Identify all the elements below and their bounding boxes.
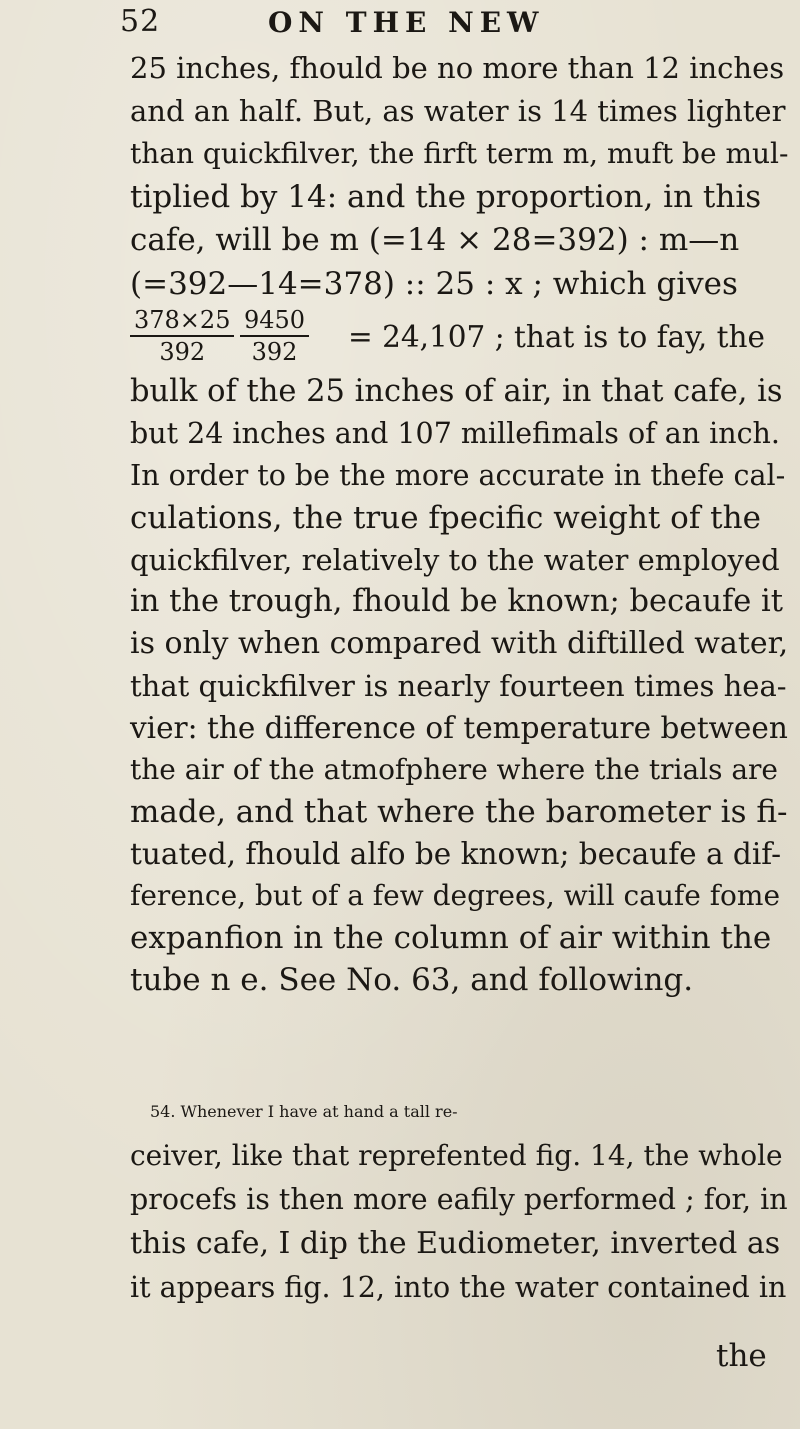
text-line: made, and that where the barometer is fi- xyxy=(130,794,788,830)
text-line: it appears fig. 12, into the water contained in xyxy=(130,1271,787,1304)
text-line: In order to be the more accurate in thefe cal- xyxy=(130,459,786,492)
text-line: this cafe, I dip the Eudiometer, inverted as xyxy=(130,1226,781,1261)
text-line: that quickfilver is nearly fourteen times hea- xyxy=(130,669,787,703)
page-number: 52 xyxy=(120,4,161,39)
text-line: quickfilver, relatively to the water employed xyxy=(130,543,780,577)
text-line: ference, but of a few degrees, will caufe fome xyxy=(130,879,781,912)
equation-row xyxy=(130,308,770,368)
running-head: ON THE NEW xyxy=(268,6,545,39)
text-line: ceiver, like that reprefented fig. 14, the whole xyxy=(130,1139,783,1172)
fraction-b-denominator: 392 xyxy=(251,338,298,366)
text-line: the air of the atmofphere where the trials are xyxy=(130,753,779,786)
text-line: in the trough, fhould be known; becaufe it xyxy=(130,584,784,619)
fraction-a xyxy=(130,308,234,364)
text-line: procefs is then more eafily performed ; for, in xyxy=(130,1183,788,1216)
page-header xyxy=(120,4,680,44)
fraction-a-denominator: 392 xyxy=(159,338,206,366)
text-line: 54. Whenever I have at hand a tall re- xyxy=(150,1102,458,1121)
text-line: 25 inches, fhould be no more than 12 inches xyxy=(130,51,785,85)
catchword: the xyxy=(716,1338,767,1374)
text-line: tube n e. See No. 63, and following. xyxy=(130,962,694,998)
text-line: expanfion in the column of air within the xyxy=(130,920,772,956)
text-line: and an half. But, as water is 14 times lighter xyxy=(130,94,786,128)
fraction-b-numerator: 9450 xyxy=(240,308,309,337)
text-line: is only when compared with diftilled water, xyxy=(130,626,789,661)
text-line: culations, the true fpecific weight of the xyxy=(130,500,761,536)
fraction-b xyxy=(240,308,309,364)
text-line: bulk of the 25 inches of air, in that cafe, is xyxy=(130,374,783,409)
text-line: but 24 inches and 107 millefimals of an inch. xyxy=(130,417,780,450)
text-line: tiplied by 14: and the proportion, in this xyxy=(130,179,762,215)
text-line: (=392—14=378) :: 25 : x ; which gives xyxy=(130,266,738,302)
text-line: cafe, will be m (=14 × 28=392) : m—n xyxy=(130,222,740,258)
text-line: vier: the difference of temperature between xyxy=(130,711,788,745)
text-line: than quickfilver, the firft term m, muft be mul- xyxy=(130,137,789,170)
fraction-a-numerator: 378×25 xyxy=(130,308,234,337)
text-line: tuated, fhould alfo be known; becaufe a dif- xyxy=(130,837,782,871)
equation-result: = 24,107 ; that is to fay, the xyxy=(348,320,765,354)
